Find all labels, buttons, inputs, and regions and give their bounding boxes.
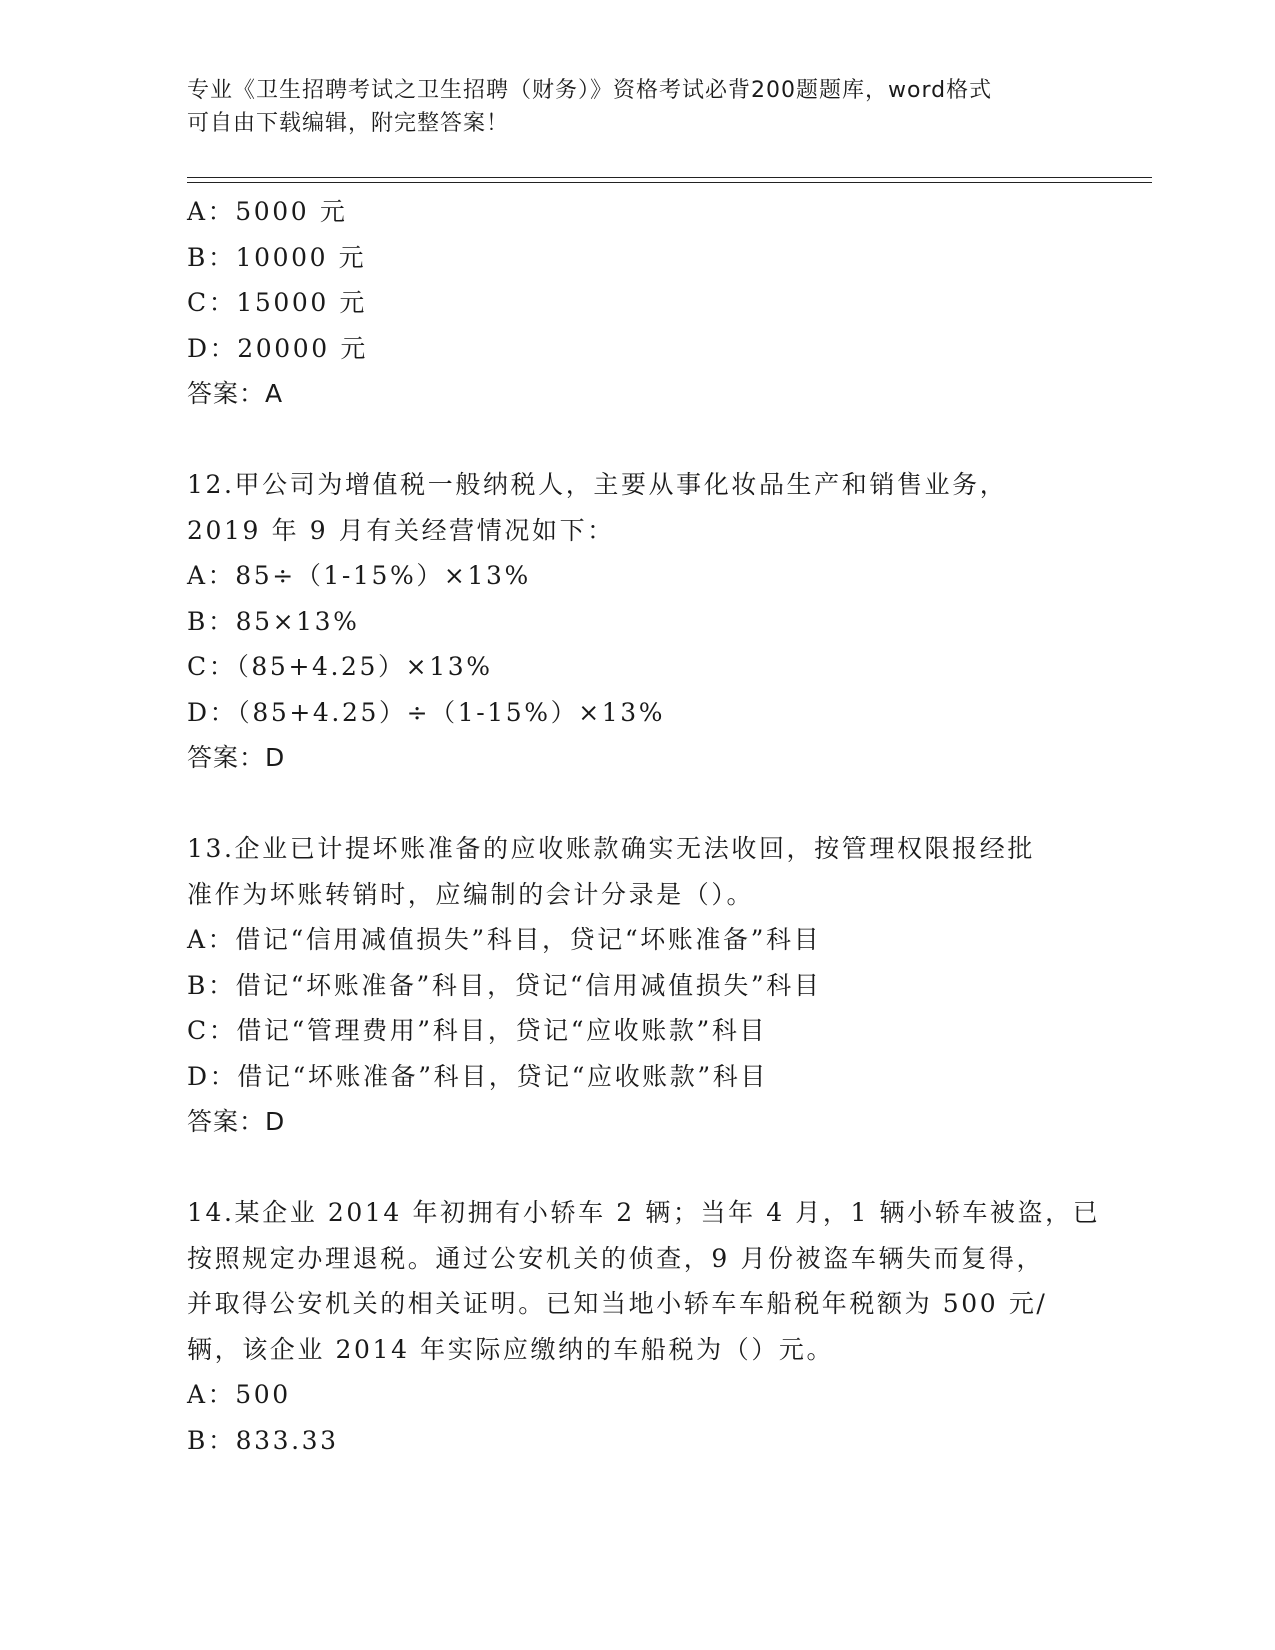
question-stem: 辆，该企业 2014 年实际应缴纳的车船税为（）元。 — [187, 1334, 835, 1364]
option-a: A：5000 元 — [187, 197, 348, 226]
option-d: D：20000 元 — [187, 333, 368, 363]
option-c: C：（85+4.25）×13% — [187, 652, 493, 681]
option-b: B：85×13% — [187, 606, 360, 636]
question-stem: 14.某企业 2014 年初拥有小轿车 2 辆；当年 4 月，1 辆小轿车被盗，已 — [187, 1198, 1101, 1227]
header-divider-bottom — [187, 182, 1152, 183]
question-14 — [187, 1190, 1117, 1463]
option-a: A：500 — [187, 1380, 291, 1409]
question-11 — [187, 189, 1117, 417]
answer: 答案：A — [187, 379, 284, 408]
answer: 答案：D — [187, 1107, 286, 1136]
spacer — [187, 781, 1117, 827]
header-line: 可自由下载编辑，附完整答案！ — [187, 111, 510, 136]
question-12 — [187, 462, 1117, 781]
question-stem: 2019 年 9 月有关经营情况如下： — [187, 515, 615, 545]
option-c: C：15000 元 — [187, 288, 368, 317]
option-c: C：借记“管理费用”科目，贷记“应收账款”科目 — [187, 1016, 768, 1045]
option-d: D：（85+4.25）÷（1-15%）×13% — [187, 697, 666, 727]
question-list — [187, 189, 1117, 1463]
option-b: B：10000 元 — [187, 242, 367, 272]
spacer — [187, 417, 1117, 463]
option-a: A：85÷（1-15%）×13% — [187, 561, 531, 590]
question-stem: 按照规定办理退税。通过公安机关的侦查，9 月份被盗车辆失而复得， — [187, 1243, 1045, 1273]
option-d: D：借记“坏账准备”科目，贷记“应收账款”科目 — [187, 1061, 768, 1091]
answer: 答案：D — [187, 743, 286, 772]
header-divider-top — [187, 177, 1152, 178]
document-header — [187, 74, 1067, 140]
question-13 — [187, 826, 1117, 1145]
question-stem: 13.企业已计提坏账准备的应收账款确实无法收回，按管理权限报经批 — [187, 834, 1035, 863]
header-line: 专业《卫生招聘考试之卫生招聘（财务）》资格考试必背200题题库，word格式 — [187, 78, 993, 103]
question-stem: 12.甲公司为增值税一般纳税人，主要从事化妆品生产和销售业务， — [187, 470, 1008, 499]
option-a: A：借记“信用减值损失”科目，贷记“坏账准备”科目 — [187, 925, 822, 954]
spacer — [187, 1145, 1117, 1191]
option-b: B：借记“坏账准备”科目，贷记“信用减值损失”科目 — [187, 970, 822, 1000]
option-b: B：833.33 — [187, 1425, 339, 1455]
question-stem: 准作为坏账转销时，应编制的会计分录是（）。 — [187, 879, 755, 909]
question-stem: 并取得公安机关的相关证明。已知当地小轿车车船税年税额为 500 元/ — [187, 1289, 1048, 1318]
